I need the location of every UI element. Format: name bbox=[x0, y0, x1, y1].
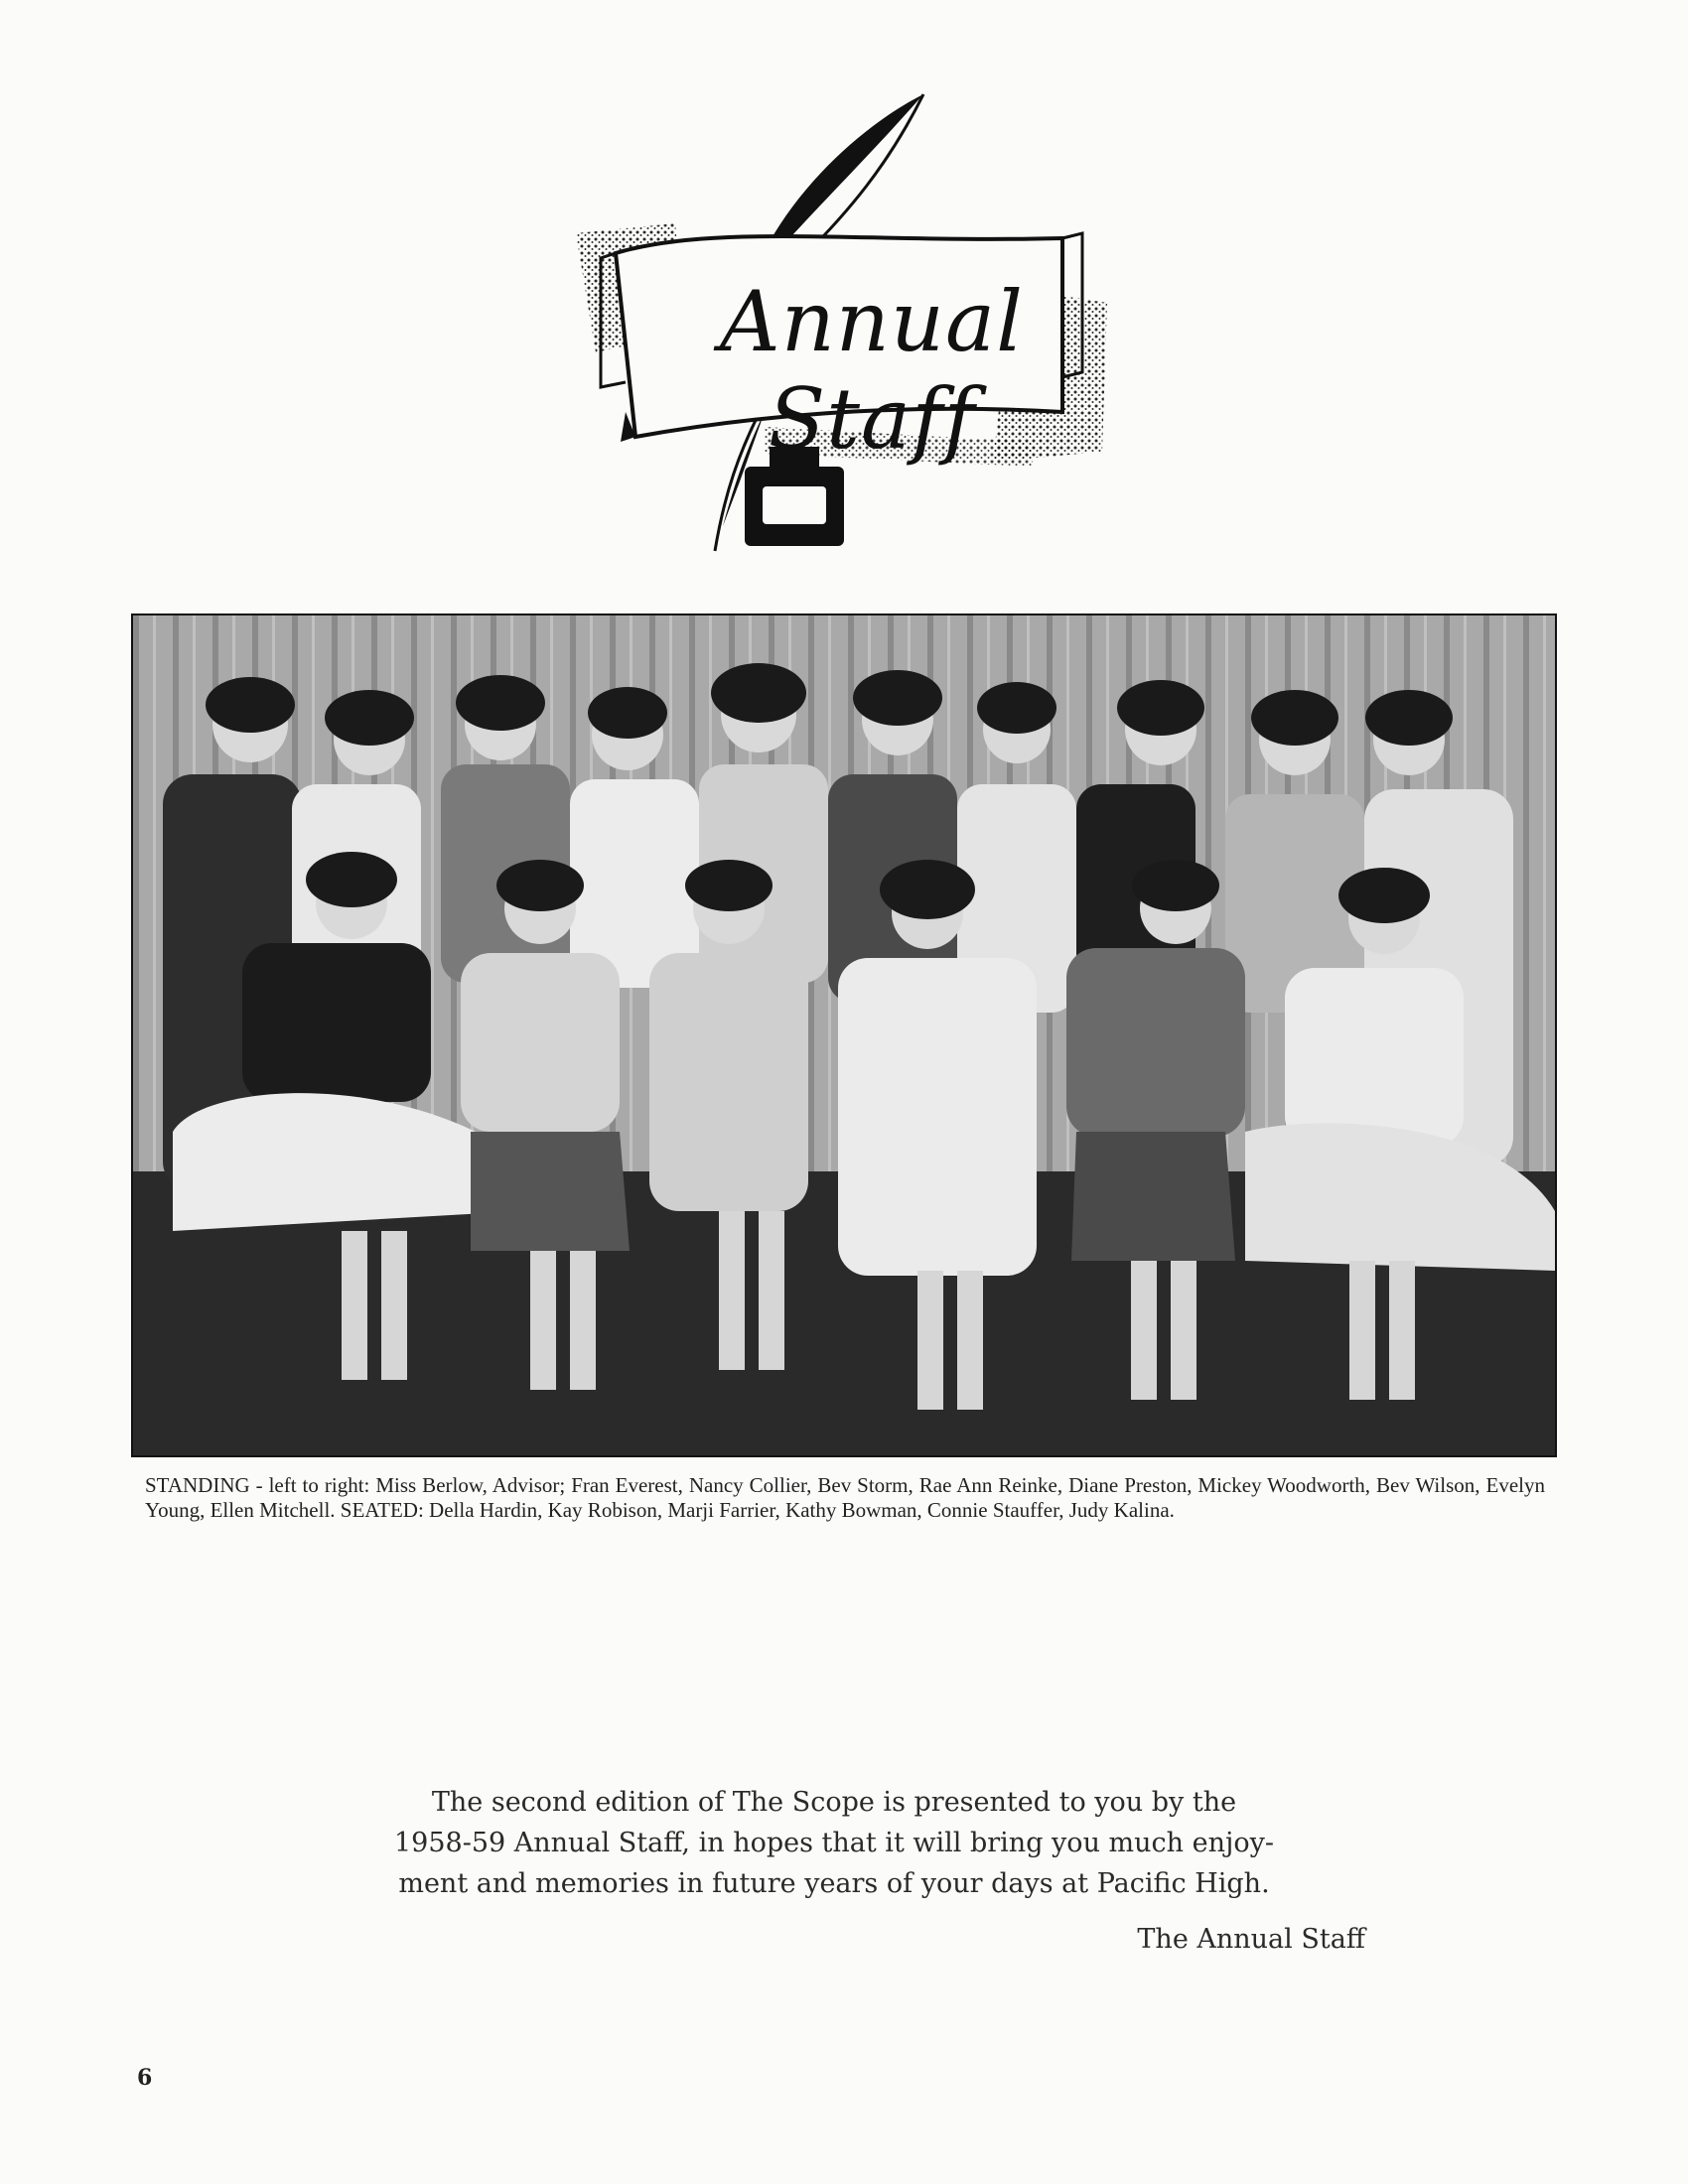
dedication-line: The second edition of The Scope is presented to you by the bbox=[431, 1787, 1237, 1818]
group-photo bbox=[131, 614, 1557, 1457]
dedication-text bbox=[298, 1782, 1370, 1904]
annual-staff-emblem bbox=[566, 84, 1122, 561]
page-title: Annual Staff bbox=[720, 273, 1024, 468]
dedication-signoff: The Annual Staff bbox=[1137, 1924, 1365, 1955]
photo-caption: STANDING - left to right: Miss Berlow, Advisor; Fran Everest, Nancy Collier, Bev Storm, Rae Ann Reinke, Diane Preston, Mickey Woodworth, Bev Wilson, Evelyn Young, Ellen Mitchell. SEATED: Della Hardin, Kay Robison, Marji Farrier, Kathy Bowman, Connie Stauffer, Judy Kalina. bbox=[145, 1473, 1545, 1522]
dedication-line: 1958-59 Annual Staff, in hopes that it will bring you much enjoy- bbox=[394, 1828, 1274, 1858]
page-number: 6 bbox=[137, 2065, 153, 2091]
group-photo-graphic bbox=[133, 615, 1555, 1455]
dedication-line: ment and memories in future years of your days at Pacific High. bbox=[398, 1868, 1270, 1899]
